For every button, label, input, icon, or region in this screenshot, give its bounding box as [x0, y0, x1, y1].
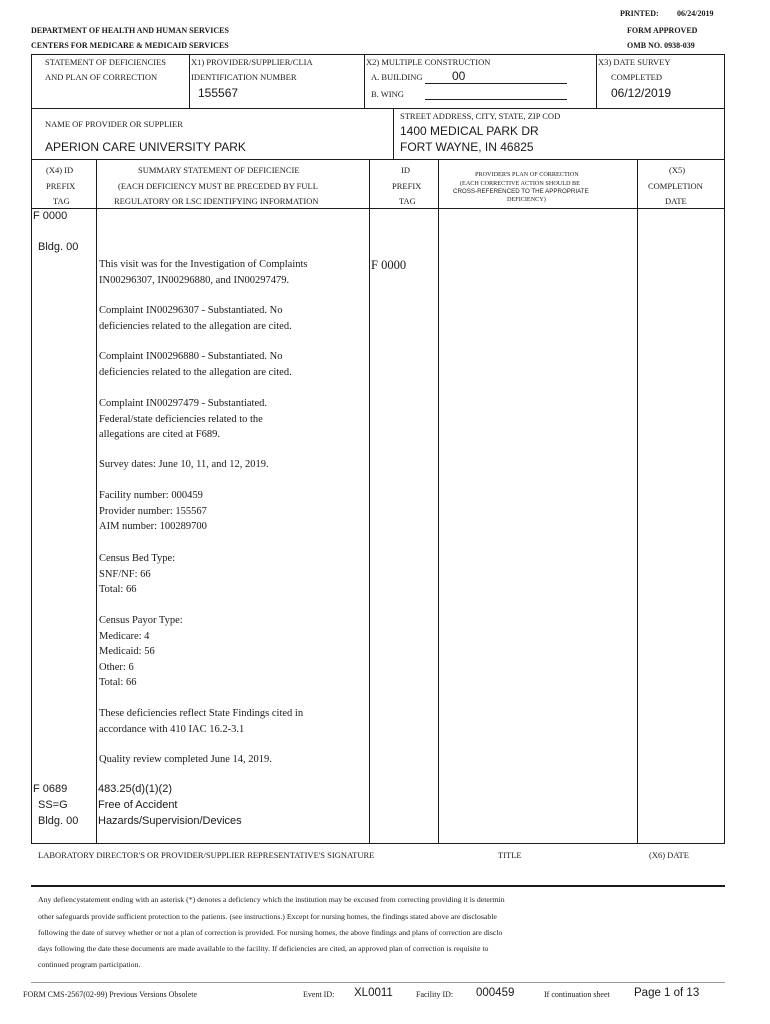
- quality-review: [99, 752, 369, 768]
- facility-id-label: Facility ID:: [416, 990, 454, 999]
- printed-label: PRINTED:: [620, 9, 659, 18]
- id-label-2: PREFIX: [392, 181, 422, 191]
- omb-number: OMB NO. 0938-039: [627, 41, 695, 50]
- row2-title-1: Free of Accident: [98, 799, 178, 811]
- row2-building: Bldg. 00: [38, 815, 79, 827]
- plan-label-3: CROSS-REFERENCED TO THE APPROPRIATE: [453, 188, 589, 195]
- summary-line: accordance with 410 IAC 16.2-3.1: [99, 723, 245, 735]
- address-line-2: FORT WAYNE, IN 46825: [400, 140, 534, 154]
- row1-summary: [99, 257, 369, 288]
- row1-id-tag: F 0000: [371, 258, 407, 272]
- disclaimer-line-2: other safeguards provide sufficient protection to the patients. (see instructions.) Except for nursing homes, the findings stated above are disclosable: [38, 912, 497, 921]
- plan-label-1: PROVIDER'S PLAN OF CORRECTION: [475, 171, 579, 178]
- form-approved: FORM APPROVED: [627, 26, 698, 35]
- wing-label: B. WING: [371, 89, 404, 99]
- row1-building: Bldg. 00: [38, 241, 79, 253]
- summary-line: Medicare: 4: [99, 630, 150, 642]
- summary-label-3: REGULATORY OR LSC IDENTIFYING INFORMATION: [114, 196, 319, 206]
- complaint-3: [99, 396, 369, 443]
- state-findings: [99, 706, 369, 737]
- printed-date: 06/24/2019: [677, 9, 714, 18]
- signature-divider: [31, 885, 725, 887]
- x1-label-2: IDENTIFICATION NUMBER: [191, 72, 297, 82]
- summary-label-1: SUMMARY STATEMENT OF DEFICIENCIE: [138, 165, 300, 175]
- signature-label: LABORATORY DIRECTOR'S OR PROVIDER/SUPPLIER REPRESENTATIVE'S SIGNATURE: [38, 850, 375, 860]
- summary-line: Total: 66: [99, 584, 137, 595]
- facility-id-value: 000459: [476, 987, 515, 999]
- page-number: Page 1 of 13: [634, 987, 700, 999]
- summary-line: deficiencies related to the allegation are cited.: [99, 366, 292, 378]
- disclaimer-line-1: Any defiencystatement ending with an asterisk (*) denotes a deficiency which the institution may be excused from correcting providing it is determin: [38, 895, 505, 904]
- row1-tag: F 0000: [33, 210, 68, 222]
- x3-label-2: COMPLETED: [611, 72, 662, 82]
- summary-line: This visit was for the Investigation of Complaints: [99, 259, 308, 270]
- summary-label-2: (EACH DEFICIENCY MUST BE PRECEDED BY FULL: [118, 181, 318, 191]
- plan-label-4: DEFICIENCY): [507, 196, 546, 203]
- summary-line: Complaint IN00296307 - Substantiated. No: [99, 305, 283, 316]
- summary-line: IN00296307, IN00296880, and IN00297479.: [99, 274, 290, 286]
- summary-line: Medicaid: 56: [99, 646, 155, 657]
- x5-label-2: COMPLETION: [648, 181, 703, 191]
- summary-line: SNF/NF: 66: [99, 568, 151, 580]
- continuation-label: If continuation sheet: [544, 990, 610, 999]
- row2-scope-severity: SS=G: [38, 799, 68, 811]
- summary-line: Census Bed Type:: [99, 553, 176, 564]
- row2-tag: F 0689: [33, 783, 68, 795]
- summary-line: AIM number: 100289700: [99, 521, 207, 532]
- x3-label-1: X3) DATE SURVEY: [598, 57, 671, 67]
- summary-line: Other: 6: [99, 661, 134, 673]
- summary-line: Federal/state deficiencies related to the: [99, 413, 263, 425]
- summary-line: Total: 66: [99, 677, 137, 688]
- id-label-3: TAG: [399, 196, 416, 206]
- plan-label-2: (EACH CORRECTIVE ACTION SHOULD BE: [460, 180, 580, 187]
- x2-label: X2) MULTIPLE CONSTRUCTION: [366, 57, 491, 67]
- x5-label-3: DATE: [665, 196, 687, 206]
- summary-line: Census Payor Type:: [99, 615, 183, 626]
- footer-divider: [31, 982, 725, 983]
- building-label: A. BUILDING: [371, 72, 423, 82]
- survey-dates: [99, 457, 369, 473]
- summary-line: Complaint IN00296880 - Substantiated. No: [99, 351, 283, 362]
- address-line-1: 1400 MEDICAL PARK DR: [400, 124, 539, 138]
- x4-label-2: PREFIX: [46, 181, 76, 191]
- complaint-1: [99, 303, 369, 334]
- facility-info: [99, 488, 369, 535]
- statement-label-1: STATEMENT OF DEFICIENCIES: [45, 57, 167, 67]
- summary-line: Facility number: 000459: [99, 490, 203, 501]
- provider-name: APERION CARE UNIVERSITY PARK: [45, 140, 246, 154]
- x4-label-3: TAG: [53, 196, 70, 206]
- department-name: DEPARTMENT OF HEALTH AND HUMAN SERVICES: [31, 26, 229, 35]
- date-label: (X6) DATE: [649, 850, 689, 860]
- census-bed-type: [99, 551, 369, 598]
- disclaimer-line-5: continued program participation.: [38, 960, 141, 969]
- row2-regulation: 483.25(d)(1)(2): [98, 783, 172, 795]
- disclaimer-line-4: days following the date these documents are made available to the facility. If deficiencies are cited, an approved plan of correction is requisite to: [38, 944, 489, 953]
- summary-line: Complaint IN00297479 - Substantiated.: [99, 398, 267, 409]
- form-number: FORM CMS-2567(02-99) Previous Versions Obsolete: [23, 990, 198, 999]
- complaint-2: [99, 349, 369, 380]
- title-label: TITLE: [498, 850, 522, 860]
- survey-completed-date: 06/12/2019: [611, 86, 672, 100]
- address-label: STREET ADDRESS, CITY, STATE, ZIP COD: [400, 111, 561, 121]
- summary-line: deficiencies related to the allegation are cited.: [99, 320, 292, 332]
- statement-label-2: AND PLAN OF CORRECTION: [45, 72, 158, 82]
- x5-label-1: (X5): [669, 165, 686, 175]
- building-value: 00: [452, 69, 466, 83]
- summary-line: Survey dates: June 10, 11, and 12, 2019.: [99, 459, 269, 470]
- provider-name-label: NAME OF PROVIDER OR SUPPLIER: [45, 119, 183, 129]
- disclaimer-line-3: following the date of survey whether or not a plan of correction is provided. For nursing homes, the above findings and plans of correction are disclo: [38, 928, 503, 937]
- summary-line: allegations are cited at F689.: [99, 429, 221, 440]
- event-id-label: Event ID:: [303, 990, 335, 999]
- summary-line: Quality review completed June 14, 2019.: [99, 754, 272, 765]
- x1-label-1: X1) PROVIDER/SUPPLIER/CLIA: [191, 57, 313, 67]
- event-id-value: XL0011: [354, 987, 393, 999]
- census-payor-type: [99, 613, 369, 691]
- summary-line: These deficiencies reflect State Findings cited in: [99, 708, 304, 719]
- agency-name: CENTERS FOR MEDICARE & MEDICAID SERVICES: [31, 41, 229, 50]
- id-label-1: ID: [401, 165, 410, 175]
- summary-line: Provider number: 155567: [99, 505, 207, 517]
- provider-id-number: 155567: [198, 86, 239, 100]
- row2-title-2: Hazards/Supervision/Devices: [98, 815, 242, 827]
- x4-label-1: (X4) ID: [46, 165, 74, 175]
